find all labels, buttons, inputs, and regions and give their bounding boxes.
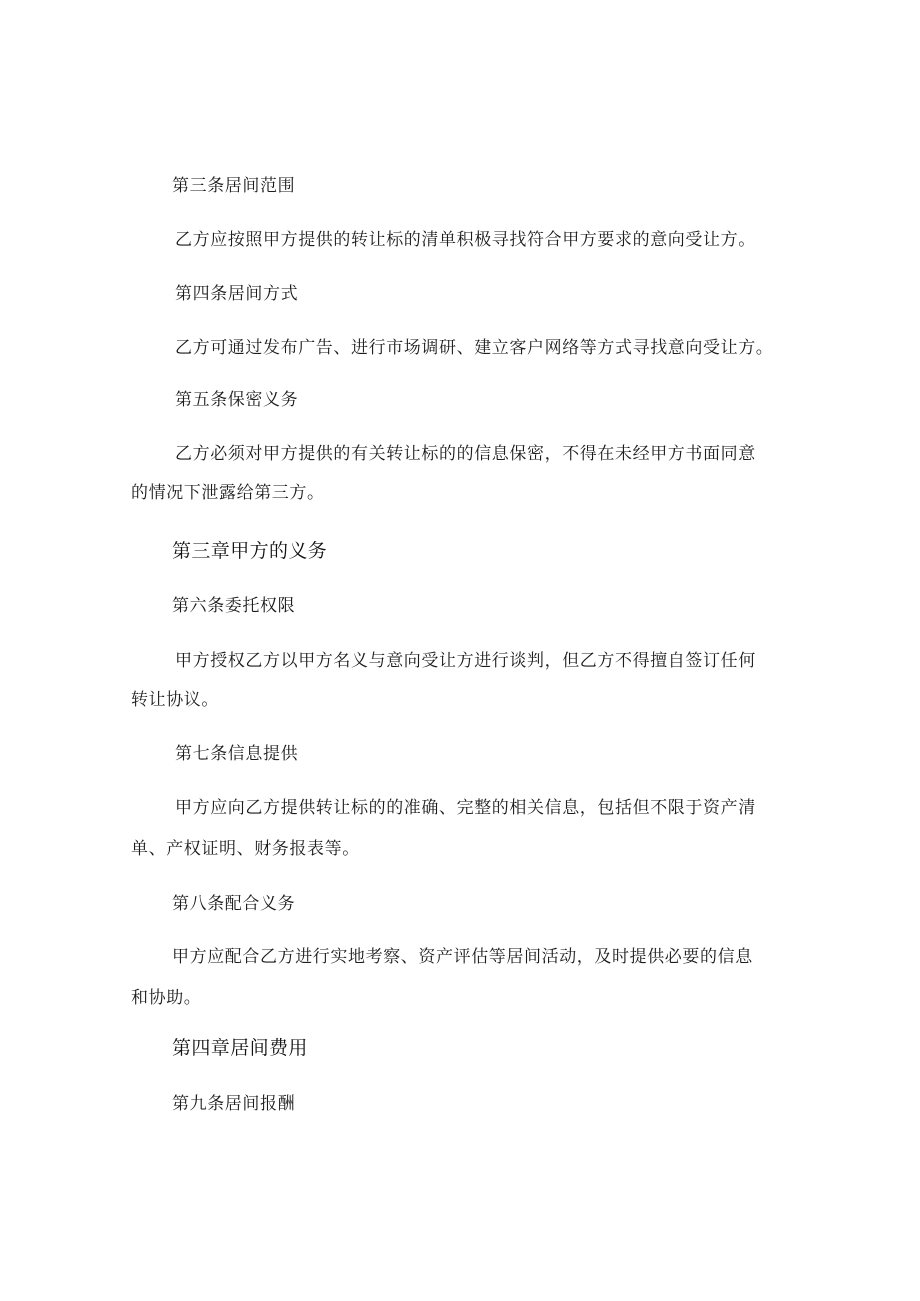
- article-8-text-line-2: 和协助。: [131, 988, 202, 1008]
- article-4-text: 乙方可通过发布广告、进行市场调研、建立客户网络等方式寻找意向受让方。: [175, 338, 774, 358]
- article-5-text-line-2: 的情况下泄露给第三方。: [131, 483, 325, 503]
- article-9-title: 第九条居间报酬: [172, 1094, 296, 1114]
- article-8-title: 第八条配合义务: [172, 894, 296, 914]
- chapter-4-title: 第四章居间费用: [172, 1037, 308, 1059]
- article-4-title: 第四条居间方式: [175, 284, 299, 304]
- article-5-text-line-1: 乙方必须对甲方提供的有关转让标的的信息保密，不得在未经甲方书面同意: [175, 444, 756, 464]
- chapter-3-title: 第三章甲方的义务: [172, 540, 328, 562]
- article-5-title: 第五条保密义务: [175, 390, 299, 410]
- article-7-text-line-1: 甲方应向乙方提供转让标的的准确、完整的相关信息，包括但不限于资产清: [175, 798, 756, 818]
- article-6-text-line-1: 甲方授权乙方以甲方名义与意向受让方进行谈判，但乙方不得擅自签订任何: [175, 651, 756, 671]
- article-6-text-line-2: 转让协议。: [131, 690, 219, 710]
- article-7-title: 第七条信息提供: [175, 744, 299, 764]
- article-3-text: 乙方应按照甲方提供的转让标的清单积极寻找符合甲方要求的意向受让方。: [175, 230, 756, 250]
- article-3-title: 第三条居间范围: [172, 176, 296, 196]
- article-6-title: 第六条委托权限: [172, 596, 296, 616]
- article-8-text-line-1: 甲方应配合乙方进行实地考察、资产评估等居间活动，及时提供必要的信息: [172, 947, 753, 967]
- article-7-text-line-2: 单、产权证明、财务报表等。: [131, 839, 360, 859]
